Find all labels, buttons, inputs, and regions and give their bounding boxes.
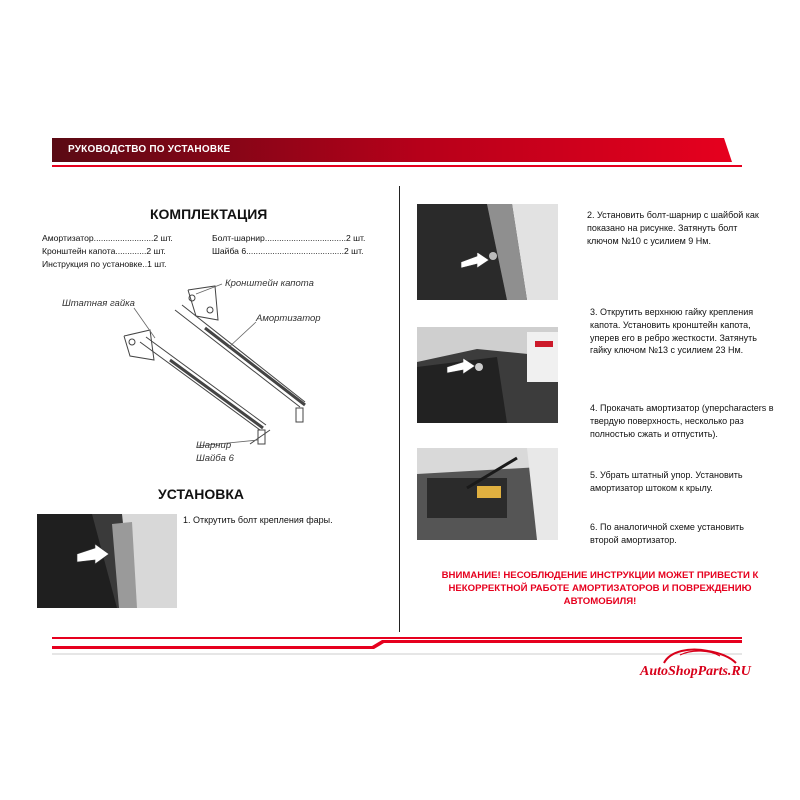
- header-accent-line: [52, 165, 742, 167]
- footer-accent-line: [52, 637, 742, 639]
- label-stock-nut: Штатная гайка: [62, 298, 135, 309]
- label-hinge: Шарнир: [196, 440, 232, 451]
- step-3-text: 3. Открутить верхнюю гайку крепления капота. Установить кронштейн капота, уперев его в ребро жесткости. Затянуть гайку ключом №13 с усилием 23 Нм.: [590, 307, 757, 356]
- warning-text: ВНИМАНИЕ! НЕСОБЛЮДЕНИЕ ИНСТРУКЦИИ МОЖЕТ ПРИВЕСТИ К НЕКОРРЕКТНОЙ РАБОТЕ АМОРТИЗАТОРОВ И ПОВРЕЖДЕНИЮ АВТОМОБИЛЯ!: [441, 570, 759, 607]
- label-hood-bracket: Кронштейн капота: [225, 278, 314, 289]
- kit-item: Шайба 6.........................................2 шт.: [212, 246, 364, 256]
- step1-photo: [37, 514, 177, 608]
- brand-name: AutoShopParts.RU: [640, 664, 751, 679]
- step-1-text: 1. Открутить болт крепления фары.: [183, 515, 333, 525]
- column-divider: [399, 186, 400, 632]
- kit-item: Болт-шарнир..................................2 шт.: [212, 233, 366, 243]
- kit-item: Амортизатор.........................2 шт.: [42, 233, 173, 243]
- step-5-text: 5. Убрать штатный упор. Установить амортизатор штоком к крылу.: [590, 470, 743, 493]
- step3-photo: [417, 327, 558, 423]
- kit-item: Инструкция по установке..1 шт.: [42, 259, 167, 269]
- install-title: УСТАНОВКА: [158, 486, 245, 502]
- kit-item: Кронштейн капота.............2 шт.: [42, 246, 166, 256]
- label-shock-absorber: Амортизатор: [256, 313, 321, 324]
- step5-photo: [417, 448, 558, 540]
- document-title: РУКОВОДСТВО ПО УСТАНОВКЕ: [68, 144, 231, 155]
- step2-photo: [417, 204, 558, 300]
- footer-decoration: [52, 640, 742, 656]
- label-washer: Шайба 6: [196, 453, 234, 464]
- step-4-text: 4. Прокачать амортизатор (уперcharacters в твердую поверхность, несколько раз полностью сжать и отпустить).: [590, 403, 774, 439]
- step-6-text: 6. По аналогичной схеме установить второй амортизатор.: [590, 522, 744, 545]
- kit-title: КОМПЛЕКТАЦИЯ: [150, 206, 268, 222]
- step-2-text: 2. Установить болт-шарнир с шайбой как показано на рисунке. Затянуть болт ключом №10 с усилием 9 Нм.: [587, 210, 759, 246]
